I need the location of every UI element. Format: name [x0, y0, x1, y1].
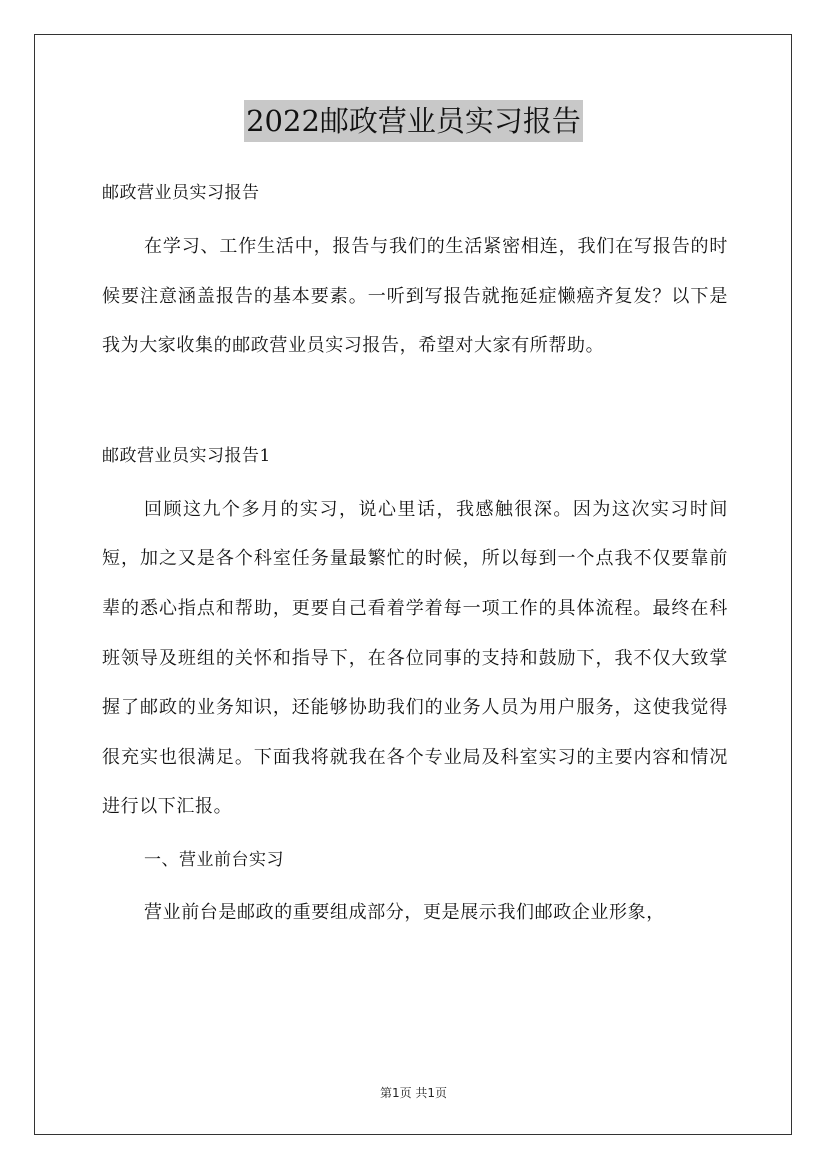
- page-footer: 第1页 共1页: [379, 1086, 448, 1100]
- spacer: [102, 477, 728, 485]
- intro-heading: 邮政营业员实习报告: [102, 183, 260, 203]
- document-title: 2022邮政营业员实习报告: [244, 100, 583, 142]
- spacer: [102, 371, 728, 435]
- subsection1-paragraph: 营业前台是邮政的重要组成部分，更是展示我们邮政企业形象，: [144, 901, 665, 923]
- section1-paragraph: 回顾这九个多月的实习，说心里话，我感触很深。因为这次实习时间短，加之又是各个科室任务量最繁忙的时候，所以每到一个点我不仅要靠前辈的悉心指点和帮助，更要自己看着学着每一项工作的具体流程。最终在科班领导及班组的关怀和指导下，在各位同事的支持和鼓励下，我不仅大致掌握了邮政的业务知识，还能够协助我们的业务人员为用户服务，这使我觉得很充实也很满足。下面我将就我在各个专业局及科室实习的主要内容和情况进行以下汇报。: [102, 498, 728, 818]
- document-body: [102, 172, 728, 938]
- spacer: [102, 214, 728, 222]
- section1-heading: 邮政营业员实习报告1: [102, 445, 271, 466]
- intro-paragraph: 在学习、工作生活中，报告与我们的生活紧密相连，我们在写报告的时候要注意涵盖报告的基本要素。一听到写报告就拖延症懒癌齐复发？以下是我为大家收集的邮政营业员实习报告，希望对大家有所帮助。: [102, 236, 728, 357]
- subsection1-heading: 一、营业前台实习: [144, 849, 284, 870]
- title-wrap: [0, 100, 827, 142]
